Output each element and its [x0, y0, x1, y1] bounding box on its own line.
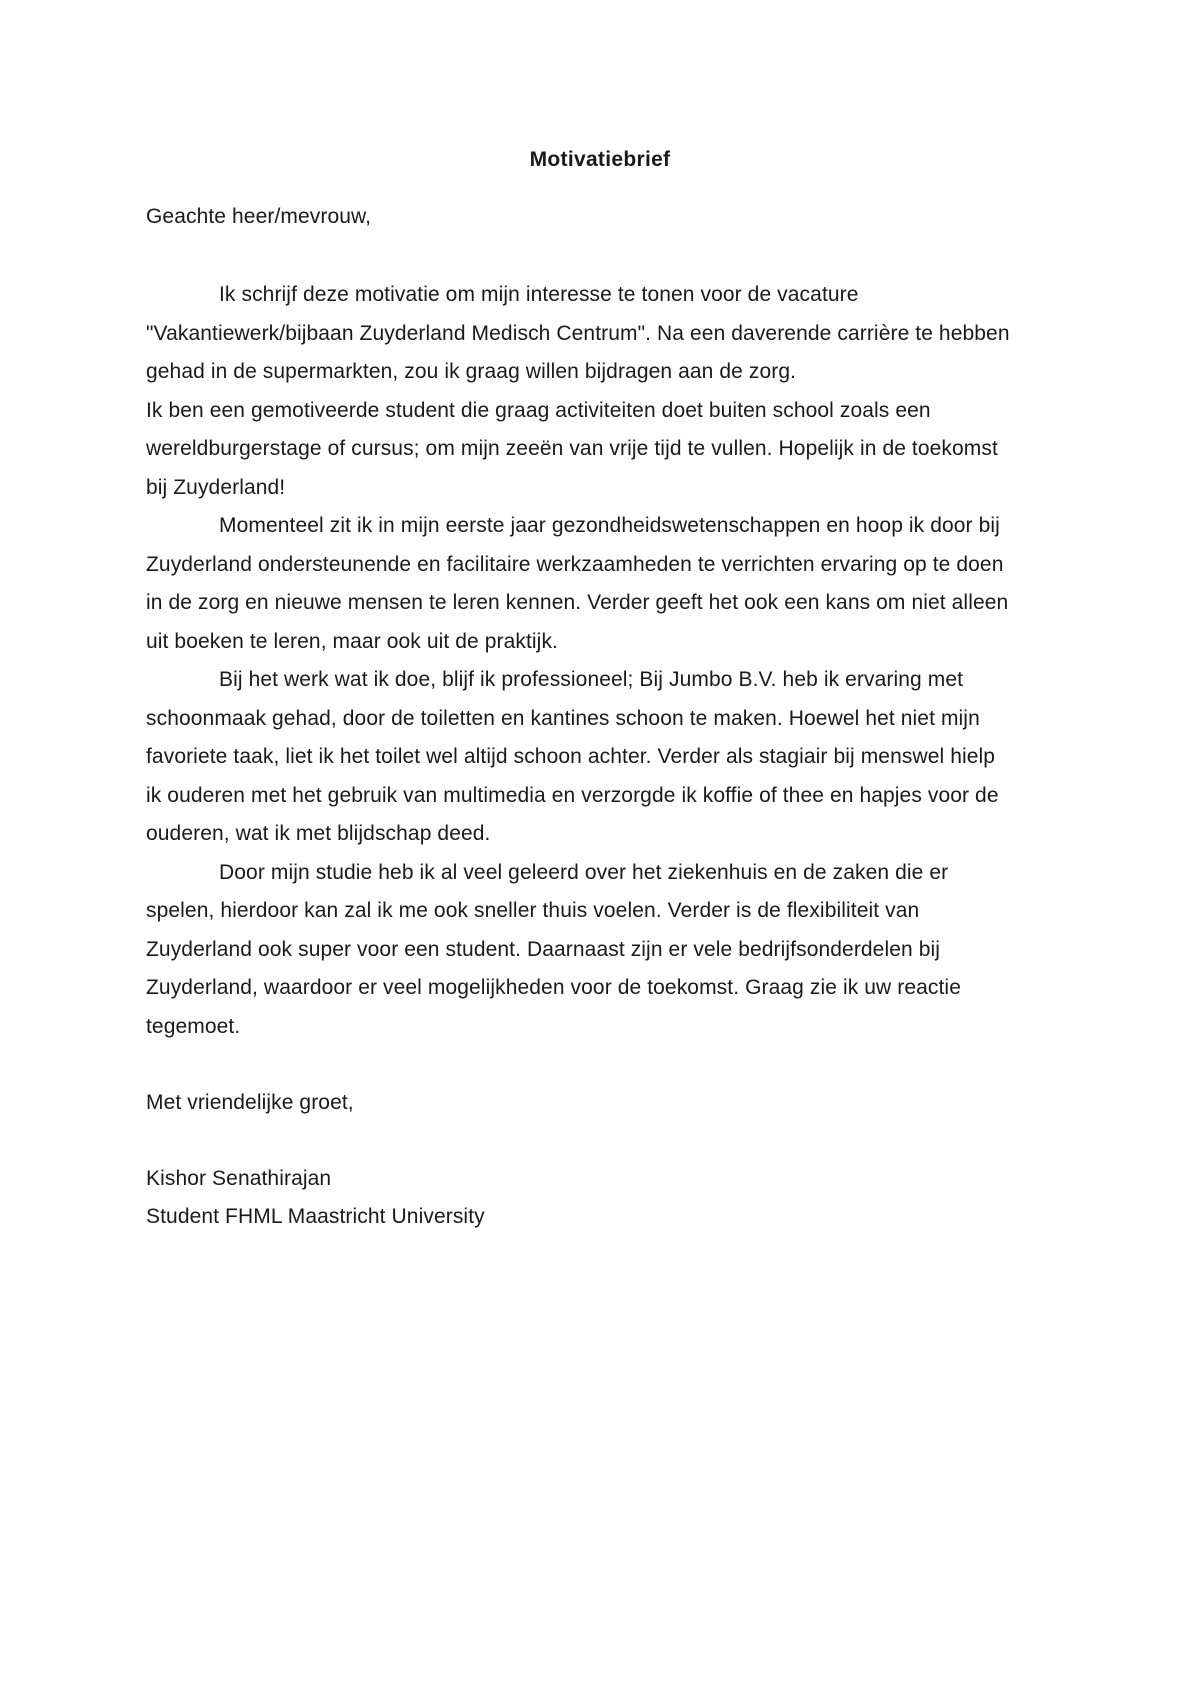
body-line: uit boeken te leren, maar ook uit de praktijk.	[146, 629, 558, 653]
signature-role: Student FHML Maastricht University	[146, 1205, 485, 1228]
body-line: Zuyderland, waardoor er veel mogelijkheden voor de toekomst. Graag zie ik uw reactie	[146, 976, 961, 999]
body-line: schoonmaak gehad, door de toiletten en kantines schoon te maken. Hoewel het niet mijn	[146, 706, 980, 730]
body-line: "Vakantiewerk/bijbaan Zuyderland Medisch Centrum". Na een daverende carrière te hebben	[146, 321, 1010, 345]
body-line: Ik ben een gemotiveerde student die graag activiteiten doet buiten school zoals een	[146, 398, 931, 422]
signature-name: Kishor Senathirajan	[146, 1167, 332, 1190]
body-line: Zuyderland ondersteunende en facilitaire werkzaamheden te verrichten ervaring op te doen	[146, 552, 1004, 576]
body-line: in de zorg en nieuwe mensen te leren kennen. Verder geeft het ook een kans om niet alleen	[146, 591, 1009, 614]
body-line: gehad in de supermarkten, zou ik graag willen bijdragen aan de zorg.	[146, 360, 797, 383]
salutation: Geachte heer/mevrouw,	[146, 205, 372, 228]
body-line: Momenteel zit ik in mijn eerste jaar gezondheidswetenschappen en hoop ik door bij	[219, 514, 1000, 537]
body-line: ouderen, wat ik met blijdschap deed.	[146, 822, 491, 845]
body-line: Bij het werk wat ik doe, blijf ik professioneel; Bij Jumbo B.V. heb ik ervaring met	[219, 668, 964, 691]
body-line: Door mijn studie heb ik al veel geleerd over het ziekenhuis en de zaken die er	[219, 860, 949, 884]
closing: Met vriendelijke groet,	[146, 1091, 354, 1114]
letter-body	[146, 276, 1076, 1046]
body-line: tegemoet.	[146, 1014, 241, 1038]
body-line: Ik schrijf deze motivatie om mijn interesse te tonen voor de vacature	[219, 283, 859, 306]
body-line: wereldburgerstage of cursus; om mijn zeeën van vrije tijd te vullen. Hopelijk in de toekomst	[146, 437, 998, 460]
body-line: ik ouderen met het gebruik van multimedia en verzorgde ik koffie of thee en hapjes voor de	[146, 783, 999, 807]
body-line: bij Zuyderland!	[146, 475, 286, 499]
document-title: Motivatiebrief	[529, 148, 671, 171]
body-line: spelen, hierdoor kan zal ik me ook sneller thuis voelen. Verder is de flexibiliteit van	[146, 899, 920, 922]
body-line: Zuyderland ook super voor een student. Daarnaast zijn er vele bedrijfsonderdelen bij	[146, 937, 941, 961]
body-line: favoriete taak, liet ik het toilet wel altijd schoon achter. Verder als stagiair bij menswel hielp	[146, 745, 996, 768]
